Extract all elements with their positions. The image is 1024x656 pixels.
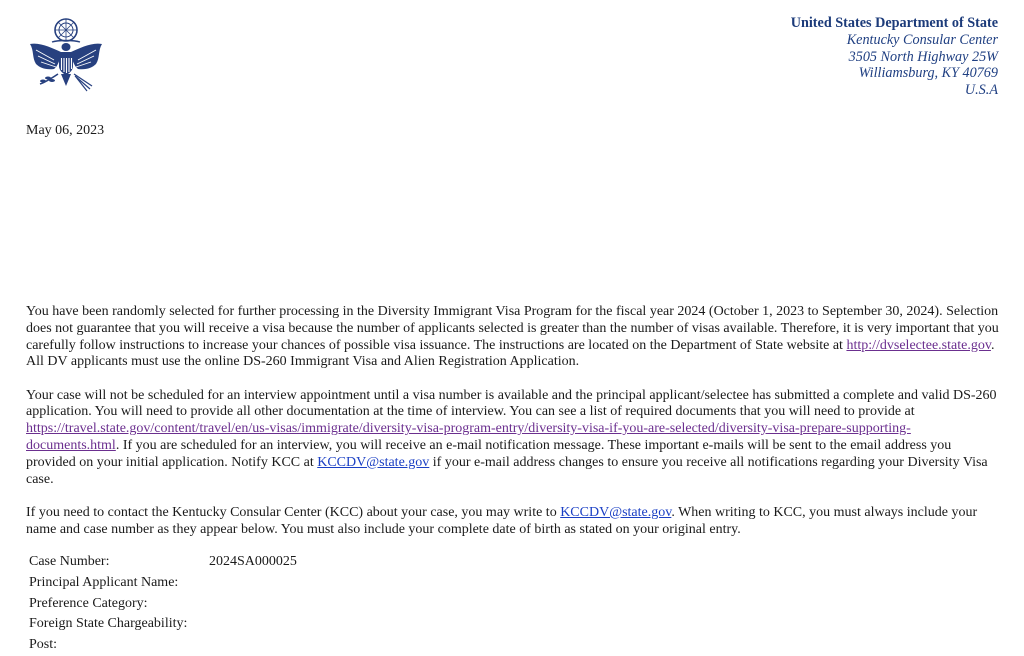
great-seal-eagle-icon	[24, 14, 108, 98]
principal-applicant-row	[29, 573, 297, 594]
case-number-value: 2024SA000025	[209, 554, 297, 569]
field-value	[209, 573, 297, 594]
field-value	[209, 635, 297, 656]
chargeability-row	[29, 614, 297, 635]
address-city: Williamsburg, KY 40769	[858, 65, 998, 82]
kcc-email-link[interactable]: KCCDV@state.gov	[560, 504, 672, 520]
paragraph-text: Your case will not be scheduled for an interview appointment until a visa number is available and the principal applicant/selectee has submitted a complete and valid DS-260 application. You will need to provide all other documentation at the time of interview. You can see a list of required documents that you will need to provide at	[26, 387, 997, 420]
selection-paragraph	[26, 304, 1000, 371]
field-label: Case Number:	[29, 554, 110, 569]
letter-body	[26, 304, 1000, 555]
post-row	[29, 635, 297, 656]
paragraph-text: if your e-mail address changes to ensure you receive all notifications regarding your Diversity Visa case.	[26, 454, 988, 487]
address-street: 3505 North Highway 25W	[848, 48, 998, 65]
field-label: Post:	[29, 637, 58, 653]
paragraph-text: If you need to contact the Kentucky Consular Center (KCC) about your case, you may write to	[26, 504, 561, 520]
preference-category-row	[29, 594, 297, 615]
contact-paragraph	[26, 505, 1000, 539]
case-details-table	[29, 552, 297, 656]
interview-paragraph	[26, 388, 1000, 489]
case-number-row	[29, 552, 297, 573]
dvselectee-link[interactable]: http://dvselectee.state.gov	[846, 337, 991, 353]
consular-center-name: Kentucky Consular Center	[846, 31, 998, 48]
field-label: Principal Applicant Name:	[29, 574, 179, 590]
field-label: Foreign State Chargeability:	[29, 616, 188, 632]
department-name: United States Department of State	[790, 15, 998, 31]
address-country: U.S.A	[964, 82, 998, 99]
paragraph-text: . If you are scheduled for an interview, you will receive an e-mail notification message. These important e-mails will be sent to the email address you provided on your initial application. Notify KCC at	[26, 438, 952, 470]
letterhead	[791, 15, 998, 99]
field-value	[209, 614, 297, 635]
field-label: Preference Category:	[29, 595, 148, 611]
supporting-documents-link[interactable]: https://travel.state.gov/content/travel/en/us-visas/immigrate/diversity-visa-program-entry/diversity-visa-if-you-are-selected/diversity-visa-prepare-supporting-documents.html	[26, 421, 911, 454]
letter-date: May 06, 2023	[26, 123, 105, 138]
paragraph-text: . When writing to KCC, you must always include your name and case number as they appear below. You must also include your complete date of birth as stated on your original entry.	[26, 504, 978, 537]
field-value	[209, 594, 297, 615]
kcc-email-link[interactable]: KCCDV@state.gov	[317, 454, 430, 470]
paragraph-text: You have been randomly selected for further processing in the Diversity Immigrant Visa Program for the fiscal year 2024 (October 1, 2023 to September 30, 2024). Selection does not guarantee that you will receive a visa because the number of applicants selected is greater than the number of visas available. Therefore, it is very important that you carefully follow instructions to increase your chances of possible visa issuance. The instructions are located on the Department of State website at	[26, 304, 999, 353]
paragraph-text: . All DV applicants must use the online DS-260 Immigrant Visa and Alien Registration Application.	[26, 337, 995, 370]
